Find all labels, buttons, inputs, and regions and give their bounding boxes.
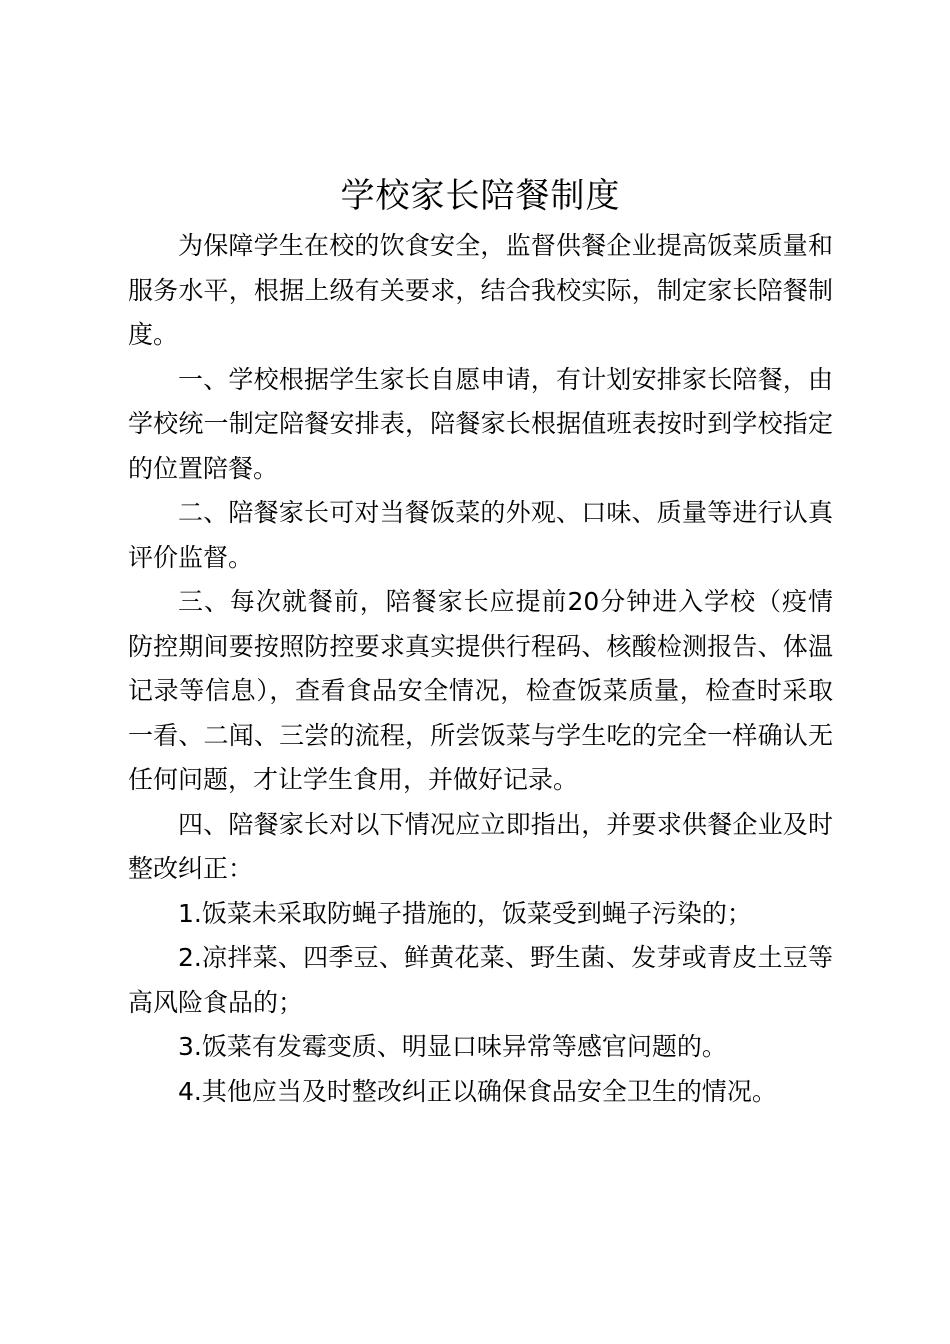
paragraph-intro: 为保障学生在校的饮食安全，监督供餐企业提高饭菜质量和服务水平，根据上级有关要求，结合我校实际，制定家长陪餐制度。: [128, 231, 833, 349]
paragraph-item-3: 三、每次就餐前，陪餐家长应提前20分钟进入学校（疫情防控期间要按照防控要求真实提供行程码、核酸检测报告、体温记录等信息），查看食品安全情况，检查饭菜质量，检查时采取一看、二闻、三尝的流程，所尝饭菜与学生吃的完全一样确认无任何问题，才让学生食用，并做好记录。: [128, 587, 833, 794]
list-item-3: 3.饭菜有发霉变质、明显口味异常等感官问题的。: [178, 1032, 727, 1061]
document-title: 学校家长陪餐制度: [340, 176, 621, 216]
document-page: [128, 168, 833, 1114]
list-item-4: 4.其他应当及时整改纠正以确保食品安全卫生的情况。: [178, 1076, 777, 1106]
list-item-1: 1.饭菜未采取防蝇子措施的，饭菜受到蝇子污染的；: [178, 898, 752, 928]
paragraph-item-1: 一、学校根据学生家长自愿申请，有计划安排家长陪餐，由学校统一制定陪餐安排表，陪餐家长根据值班表按时到学校指定的位置陪餐。: [128, 364, 833, 483]
paragraph-item-2: 二、陪餐家长可对当餐饭菜的外观、口味、质量等进行认真评价监督。: [128, 498, 833, 572]
paragraph-item-4: 四、陪餐家长对以下情况应立即指出，并要求供餐企业及时整改纠正：: [128, 809, 833, 883]
list-item-2: 2.凉拌菜、四季豆、鲜黄花菜、野生菌、发芽或青皮土豆等高风险食品的；: [128, 943, 833, 1017]
